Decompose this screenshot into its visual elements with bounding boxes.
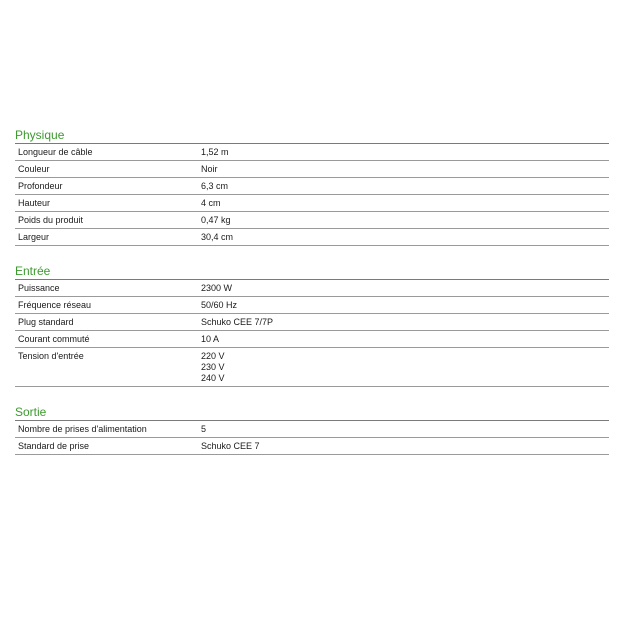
spec-value-line: 4 cm	[201, 198, 221, 208]
spec-value-line: 240 V	[201, 373, 225, 383]
spec-label: Nombre de prises d'alimentation	[18, 424, 147, 434]
spec-label: Profondeur	[18, 181, 63, 191]
spec-row	[15, 161, 609, 178]
section-title: Physique	[15, 128, 609, 144]
spec-label: Couleur	[18, 164, 50, 174]
spec-label: Longueur de câble	[18, 147, 93, 157]
spec-value	[201, 178, 609, 194]
spec-value-line: 50/60 Hz	[201, 300, 238, 310]
spec-value	[201, 195, 609, 211]
spec-value-line: Schuko CEE 7	[201, 441, 260, 451]
spec-value	[201, 331, 609, 347]
spec-value-line: 0,47 kg	[201, 215, 231, 225]
spec-value-line: Schuko CEE 7/7P	[201, 317, 274, 327]
spec-value-line: 10 A	[201, 334, 220, 344]
section-physique	[15, 128, 609, 246]
spec-value-line: 2300 W	[201, 283, 233, 293]
spec-label: Hauteur	[18, 198, 51, 208]
spec-value-line: 220 V	[201, 351, 225, 361]
spec-value-line: Noir	[201, 164, 218, 174]
spec-row	[15, 195, 609, 212]
spec-table	[15, 421, 609, 455]
spec-row	[15, 229, 609, 246]
spec-value	[201, 348, 609, 386]
spec-value	[201, 421, 609, 437]
spec-row	[15, 178, 609, 195]
section-title: Entrée	[15, 264, 609, 280]
spec-label: Courant commuté	[18, 334, 90, 344]
spec-row	[15, 280, 609, 297]
spec-value	[201, 438, 609, 454]
section-entree	[15, 264, 609, 387]
section-sortie	[15, 405, 609, 455]
spec-value-line: 6,3 cm	[201, 181, 229, 191]
spec-label: Puissance	[18, 283, 60, 293]
spec-value	[201, 161, 609, 177]
spec-value	[201, 314, 609, 330]
spec-row	[15, 421, 609, 438]
spec-value-line: 5	[201, 424, 207, 434]
spec-table	[15, 144, 609, 246]
spec-label: Poids du produit	[18, 215, 84, 225]
spec-row	[15, 144, 609, 161]
spec-label: Largeur	[18, 232, 50, 242]
spec-row	[15, 297, 609, 314]
spec-label: Tension d'entrée	[18, 351, 84, 361]
spec-value	[201, 229, 609, 245]
spec-row	[15, 212, 609, 229]
spec-label: Standard de prise	[18, 441, 90, 451]
spec-value-line: 1,52 m	[201, 147, 229, 157]
spec-value	[201, 297, 609, 313]
spec-row	[15, 438, 609, 455]
spec-row	[15, 331, 609, 348]
spec-table	[15, 280, 609, 387]
spec-value	[201, 280, 609, 296]
spec-value-line: 30,4 cm	[201, 232, 234, 242]
spec-value	[201, 144, 609, 160]
spec-label: Plug standard	[18, 317, 74, 327]
spec-value-line: 230 V	[201, 362, 225, 372]
spec-row	[15, 348, 609, 387]
spec-value	[201, 212, 609, 228]
section-title: Sortie	[15, 405, 609, 421]
spec-label: Fréquence réseau	[18, 300, 92, 310]
spec-row	[15, 314, 609, 331]
